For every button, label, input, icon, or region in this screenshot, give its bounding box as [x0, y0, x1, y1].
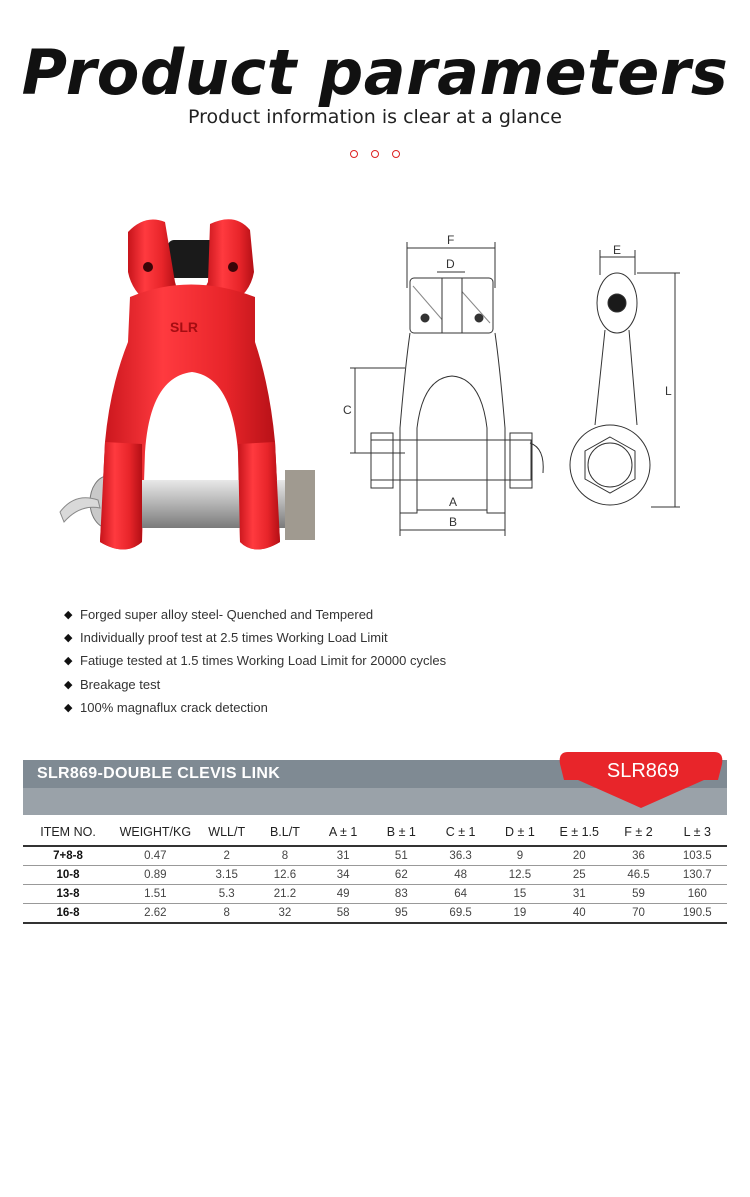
cell-a: 49 [314, 885, 372, 904]
col-header-f: F ± 2 [609, 818, 667, 846]
banner-title: SLR869-DOUBLE CLEVIS LINK [37, 765, 281, 782]
dim-label-d: D [446, 257, 455, 271]
cell-e: 20 [549, 846, 609, 866]
dim-label-b: B [449, 515, 458, 529]
dot-1 [350, 150, 358, 158]
cell-b: 95 [372, 904, 430, 924]
col-header-wll: WLL/T [198, 818, 256, 846]
cell-l: 160 [668, 885, 727, 904]
dim-label-f: F [447, 233, 455, 247]
spec-table [23, 818, 727, 924]
col-header-b: B ± 1 [372, 818, 430, 846]
spec-banner [23, 760, 727, 815]
cell-wll: 5.3 [198, 885, 256, 904]
cell-a: 34 [314, 866, 372, 885]
col-header-weight: WEIGHT/KG [113, 818, 198, 846]
table-row [23, 846, 727, 866]
features-list [64, 603, 446, 719]
cell-f: 70 [609, 904, 667, 924]
cell-weight: 0.47 [113, 846, 198, 866]
diamond-bullet-icon: ◆ [64, 631, 73, 644]
cell-wll: 3.15 [198, 866, 256, 885]
pin-nut [285, 470, 315, 540]
dim-label-c: C [343, 403, 352, 417]
cell-item-no: 13-8 [23, 885, 113, 904]
list-item [64, 673, 446, 696]
col-header-bl: B.L/T [256, 818, 314, 846]
cell-a: 31 [314, 846, 372, 866]
cell-bl: 32 [256, 904, 314, 924]
feature-text: 100% magnaflux crack detection [80, 699, 268, 715]
cell-c: 36.3 [430, 846, 490, 866]
page-title: Product parameters [21, 36, 729, 109]
cell-bl: 12.6 [256, 866, 314, 885]
dim-label-l: L [665, 384, 672, 398]
cell-c: 48 [430, 866, 490, 885]
diamond-bullet-icon: ◆ [64, 655, 73, 668]
cell-e: 31 [549, 885, 609, 904]
col-header-l: L ± 3 [668, 818, 727, 846]
cell-b: 83 [372, 885, 430, 904]
table-row [23, 866, 727, 885]
cell-bl: 21.2 [256, 885, 314, 904]
technical-drawing-side [565, 245, 685, 525]
cell-d: 19 [491, 904, 549, 924]
col-header-item-no: ITEM NO. [23, 818, 113, 846]
product-photo [50, 212, 325, 562]
decorative-dots [350, 150, 400, 160]
diamond-bullet-icon: ◆ [64, 701, 73, 714]
cell-l: 190.5 [668, 904, 727, 924]
dim-label-e: E [613, 243, 622, 257]
model-badge: SLR869 [606, 760, 680, 782]
cell-f: 59 [609, 885, 667, 904]
feature-text: Forged super alloy steel- Quenched and Tempered [80, 606, 374, 622]
cell-b: 62 [372, 866, 430, 885]
col-header-a: A ± 1 [314, 818, 372, 846]
col-header-c: C ± 1 [430, 818, 490, 846]
dim-label-a: A [449, 495, 458, 509]
list-item [64, 626, 446, 649]
cell-b: 51 [372, 846, 430, 866]
cell-a: 58 [314, 904, 372, 924]
list-item [64, 650, 446, 673]
cell-item-no: 7+8-8 [23, 846, 113, 866]
cell-e: 25 [549, 866, 609, 885]
cell-l: 130.7 [668, 866, 727, 885]
list-item [64, 696, 446, 719]
cell-f: 36 [609, 846, 667, 866]
col-header-d: D ± 1 [491, 818, 549, 846]
cell-d: 15 [491, 885, 549, 904]
cell-item-no: 16-8 [23, 904, 113, 924]
technical-drawing-front [345, 228, 535, 538]
feature-text: Fatiuge tested at 1.5 times Working Load Limit for 20000 cycles [80, 653, 447, 669]
diamond-bullet-icon: ◆ [64, 608, 73, 621]
cell-wll: 8 [198, 904, 256, 924]
table-header-row [23, 818, 727, 846]
table-row [23, 904, 727, 924]
feature-text: Breakage test [80, 676, 161, 692]
feature-text: Individually proof test at 2.5 times Working Load Limit [80, 629, 388, 645]
col-header-e: E ± 1.5 [549, 818, 609, 846]
cell-item-no: 10-8 [23, 866, 113, 885]
cell-c: 64 [430, 885, 490, 904]
cell-d: 12.5 [491, 866, 549, 885]
diamond-bullet-icon: ◆ [64, 678, 73, 691]
list-item [64, 603, 446, 626]
cell-weight: 1.51 [113, 885, 198, 904]
stamp-text: SLR [170, 319, 198, 335]
cell-c: 69.5 [430, 904, 490, 924]
table-row [23, 885, 727, 904]
page-subtitle: Product information is clear at a glance [188, 106, 562, 128]
cell-f: 46.5 [609, 866, 667, 885]
dot-3 [392, 150, 400, 158]
cell-wll: 2 [198, 846, 256, 866]
cell-weight: 2.62 [113, 904, 198, 924]
dot-2 [371, 150, 379, 158]
cell-d: 9 [491, 846, 549, 866]
cell-e: 40 [549, 904, 609, 924]
cell-weight: 0.89 [113, 866, 198, 885]
cell-bl: 8 [256, 846, 314, 866]
cell-l: 103.5 [668, 846, 727, 866]
